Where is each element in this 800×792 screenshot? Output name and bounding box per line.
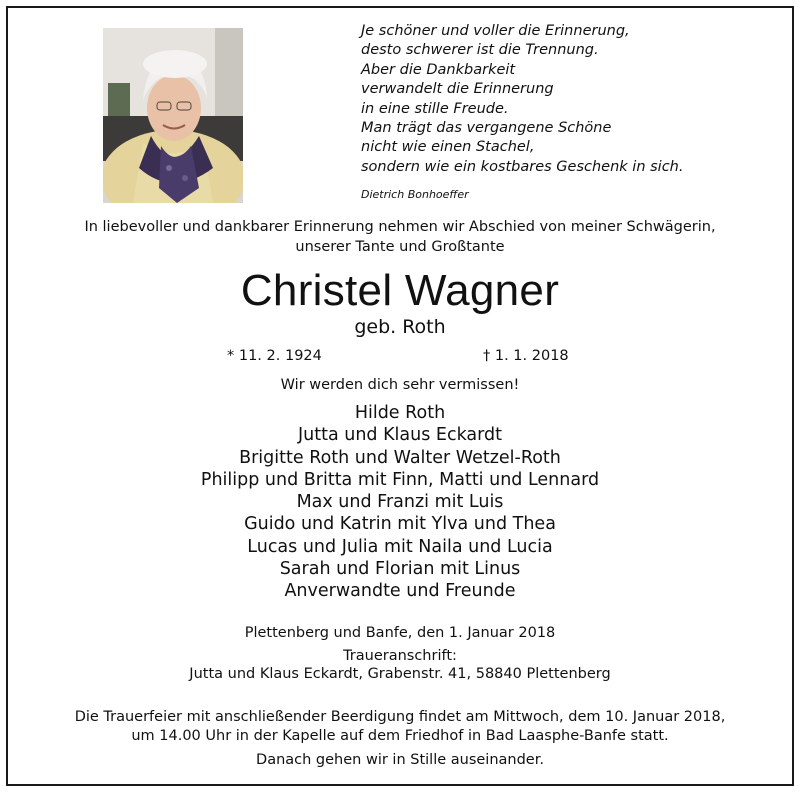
poem-line: desto schwerer ist die Trennung. <box>361 42 599 59</box>
obituary-notice <box>6 6 794 786</box>
mourner-entry: Guido und Katrin mit Ylva und Thea <box>244 514 556 535</box>
poem-line: nicht wie einen Stachel, <box>361 139 535 156</box>
poem-author: Dietrich Bonhoeffer <box>361 188 469 201</box>
portrait-image <box>103 28 243 203</box>
birth-name: geb. Roth <box>354 316 446 338</box>
mourner-entry: Brigitte Roth und Walter Wetzel-Roth <box>239 447 561 468</box>
closing-text: Danach gehen wir in Stille auseinander. <box>256 752 544 768</box>
birth-date: * 11. 2. 1924 <box>227 348 322 364</box>
poem <box>361 22 781 177</box>
mourner-entry: Anverwandte und Freunde <box>284 581 516 602</box>
poem-line: verwandelt die Erinnerung <box>361 81 554 98</box>
intro-text <box>8 218 792 257</box>
service-line-1: Die Trauerfeier mit anschließender Beerdigung findet am Mittwoch, dem 10. Januar 2018, <box>74 709 726 725</box>
miss-text: Wir werden dich sehr vermissen! <box>280 377 520 393</box>
mourner-entry: Philipp und Britta mit Finn, Matti und Lennard <box>200 469 600 490</box>
poem-line: Man trägt das vergangene Schöne <box>361 120 612 137</box>
service-info <box>8 708 792 746</box>
address-label: Traueranschrift: <box>343 648 457 664</box>
poem-line: sondern wie ein kostbares Geschenk in sich. <box>361 158 684 175</box>
intro-line-2: unserer Tante und Großtante <box>295 238 505 255</box>
mourner-entry: Hilde Roth <box>354 403 446 423</box>
mourner-entry: Sarah und Florian mit Linus <box>279 559 521 580</box>
intro-line-1: In liebevoller und dankbarer Erinnerung nehmen wir Abschied von meiner Schwägerin, <box>84 219 716 235</box>
death-date: † 1. 1. 2018 <box>483 348 569 364</box>
poem-line: in eine stille Freude. <box>361 100 509 117</box>
mourner-entry: Max und Franzi mit Luis <box>296 492 504 513</box>
mourners-list <box>8 402 792 603</box>
mourner-entry: Jutta und Klaus Eckardt <box>297 425 503 446</box>
service-line-2: um 14.00 Uhr in der Kapelle auf dem Friedhof in Bad Laasphe-Banfe statt. <box>131 728 669 744</box>
place-date: Plettenberg und Banfe, den 1. Januar 2018 <box>244 625 556 641</box>
poem-line: Je schöner und voller die Erinnerung, <box>361 23 630 39</box>
deceased-name: Christel Wagner <box>240 266 560 315</box>
mourner-entry: Lucas und Julia mit Naila und Lucia <box>247 536 553 557</box>
portrait-photo <box>103 28 243 203</box>
mourning-address: Jutta und Klaus Eckardt, Grabenstr. 41, 58840 Plettenberg <box>189 666 611 682</box>
poem-line: Aber die Dankbarkeit <box>361 61 516 78</box>
